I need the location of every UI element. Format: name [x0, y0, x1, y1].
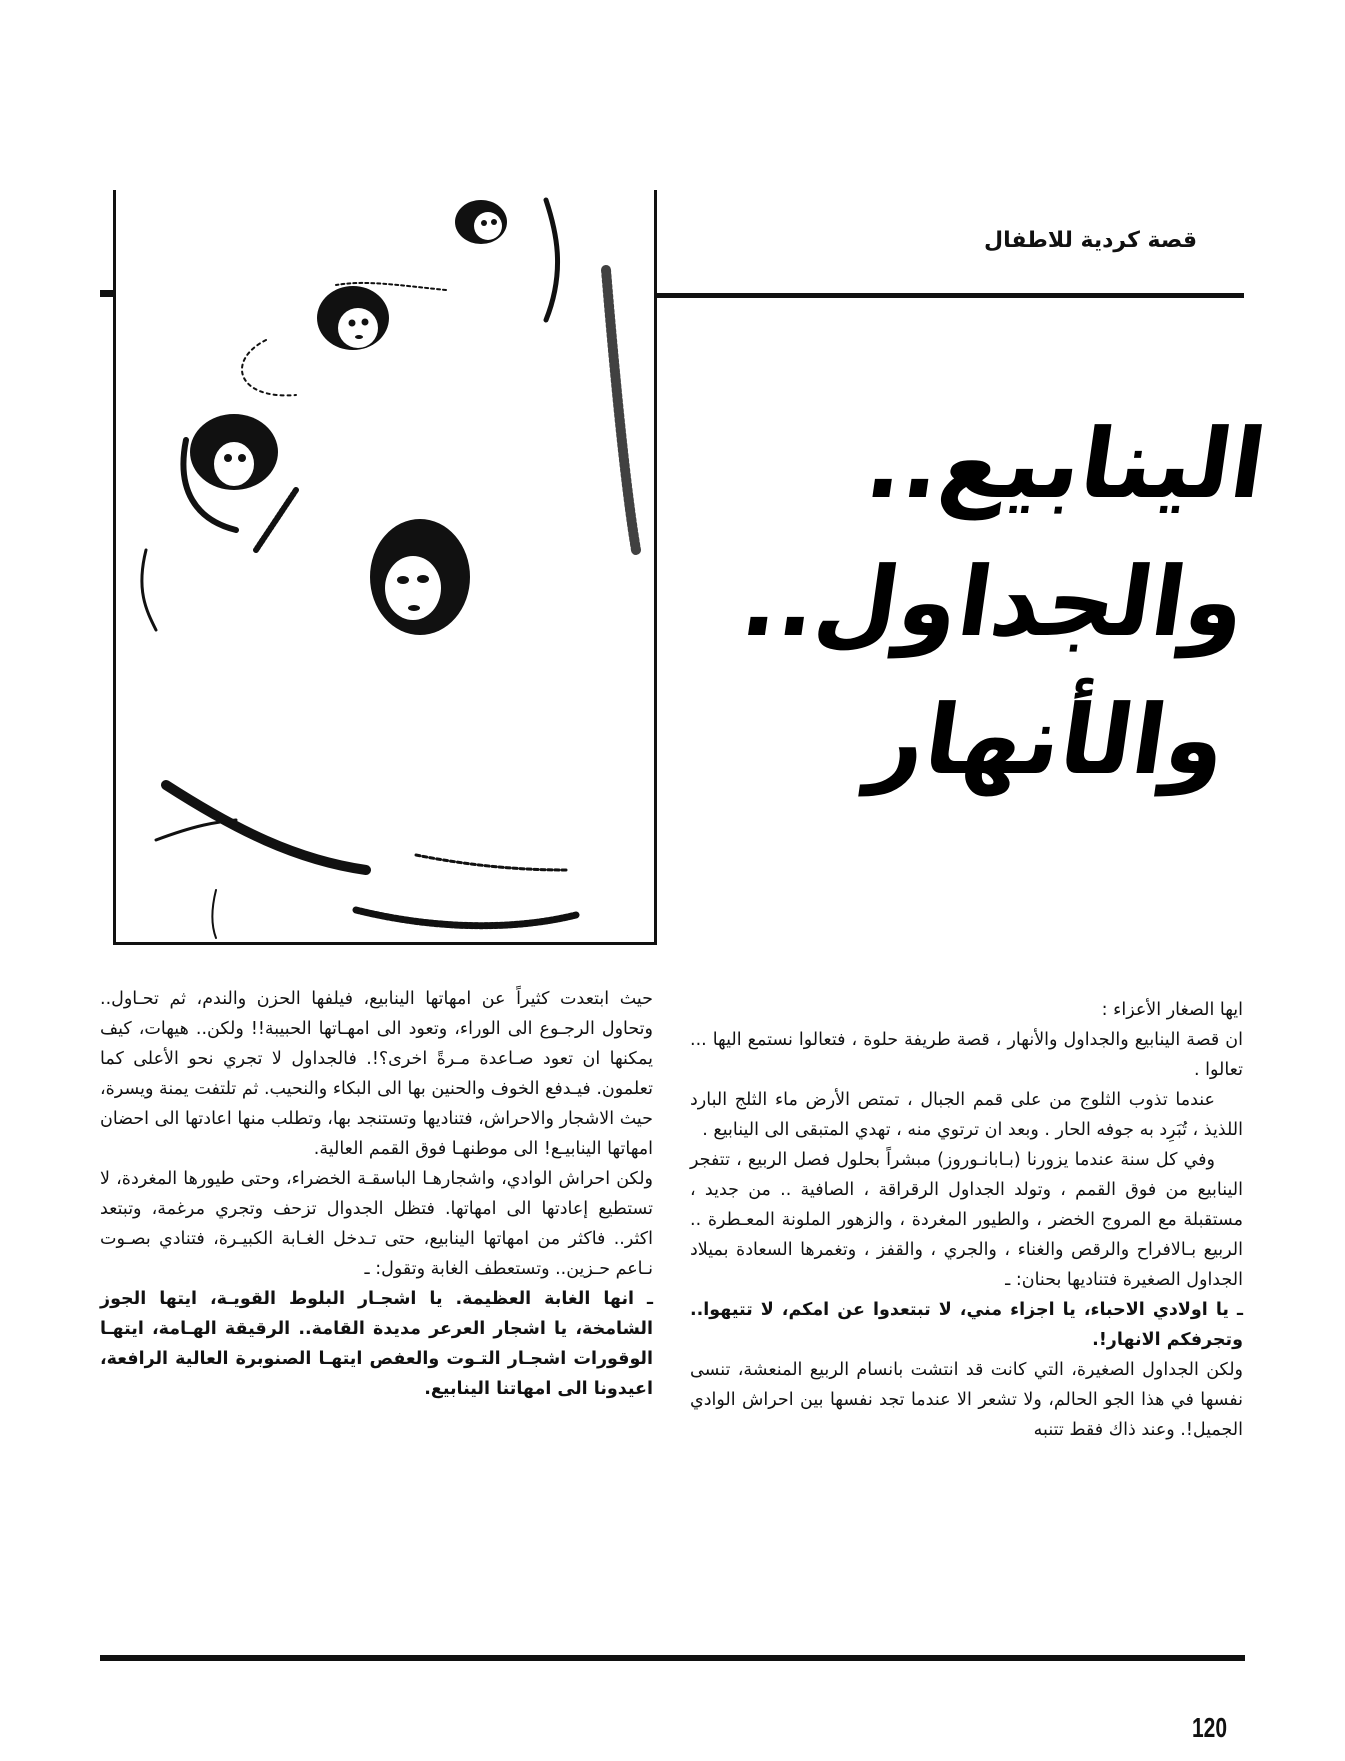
paragraph: ولكن احراش الوادي، واشجارهـا الباسقـة الخضراء، وحتى طيورها المغردة، لا تستطيع إعادتها الى امهاتها. فتظل الجدوال تزحف وتجري مرغمة، وتبتعد اكثر.. فاكثر من امهاتها الينابيع، حتى تـدخل الغـابة الكبيـرة، فتنادي بصـوت نـاعم حـزين.. وتستعطف الغابة وتقول: ـ	[100, 1169, 653, 1279]
wing-stroke	[546, 200, 558, 320]
cherub-face-1	[455, 200, 507, 244]
cherub-face-3	[190, 414, 278, 490]
drapery-stroke	[142, 550, 156, 630]
title-line-3: والأنهار	[862, 684, 1234, 796]
title-line-1: الينابيع..	[859, 408, 1273, 520]
drapery-stroke	[356, 910, 576, 926]
cherub-face-2	[317, 286, 389, 350]
paragraph: عندما تذوب الثلوج من على قمم الجبال ، تمتص الأرض ماء الثلج البارد اللذيذ ، تُبَرِد به جوفه الحار . وبعد ان ترتوي منه ، تهدي المتبقى الى الينابيع .	[690, 1090, 1243, 1140]
quote-paragraph: ـ يا اولادي الاحباء، يا اجزاء مني، لا تبتعدوا عن امكم، لا تتيهوا.. وتجرفكم الانهار!.	[690, 1300, 1243, 1350]
hatching-stroke	[606, 270, 636, 550]
header-rule	[654, 293, 1244, 298]
drapery-stroke	[416, 855, 566, 870]
footer-rule	[100, 1655, 1245, 1661]
title-line-2: والجداول..	[735, 546, 1253, 658]
story-illustration	[113, 190, 657, 945]
text-column-left	[100, 984, 653, 1404]
drapery-stroke	[242, 340, 296, 395]
paragraph: وفي كل سنة عندما يزورنا (بـابانـوروز) مبشراً بحلول فصل الربيع ، تتفجر الينابيع من فوق القمم ، وتولد الجداول الرقراقة ، الصافية .. من جديد ، مستقبلة مع المروج الخضر ، والطيور المغردة ، والزهور الملونة المعـطرة .. الربيع بـالافراح والرقص والغناء ، والجري ، والقفز ، وتغمرها السعادة بميلاد الجداول الصغيرة فتناديها بحنان: ـ	[690, 1150, 1243, 1290]
cherub-face-4	[370, 519, 470, 635]
paragraph: ايها الصغار الأعزاء :	[1101, 1000, 1243, 1020]
story-title	[670, 395, 1273, 835]
section-label: قصة كردية للاطفال	[984, 228, 1197, 253]
paragraph: حيث ابتعدت كثيراً عن امهاتها الينابيع، فيلفها الحزن والندم، ثم تحـاول.. وتحاول الرجـوع الى الوراء، وتعود الى امهـاتها الحبيبة!! ولكن.. هيهات، كيف يمكنها ان تعود صـاعدة مـرةً اخرى؟!. فالجداول لا تجري نحو الأعلى كما تعلمون. فيـدفع الخوف والحنين بها الى البكاء والنحيب. ثم تلتفت يمنة ويسرة، حيث الاشجار والاحراش، فتناديها وتستنجد بها، وتطلب منها اعادتها الى احضان امهاتها الينابيـع! الى موطنهـا فوق القمم العالية.	[100, 989, 653, 1159]
drapery-stroke	[212, 890, 216, 938]
paragraph: ولكن الجداول الصغيرة، التي كانت قد انتشت بانسام الربيع المنعشة، تنسى نفسها في هذا الجو الحالم، ولا تشعر الا عندما تجد نفسها بين احراش الوادي الجميل!. وعند ذاك فقط تتنبه	[690, 1360, 1243, 1440]
cherubs-drawing	[116, 190, 654, 942]
quote-paragraph: ـ انها الغابة العظيمة. يا اشجـار البلوط القويـة، ايتها الجوز الشامخة، يا اشجار العرعر مديدة القامة.. الرقيقة الهـامة، ايتهـا الوقورات اشجـار التـوت والعفص ايتهـا الصنوبرة العالية الرافعة، اعيدونا الى امهاتنا الينابيع.	[100, 1289, 653, 1399]
frame-tick-mark	[100, 290, 114, 297]
wing-stroke	[256, 490, 296, 550]
text-column-right	[690, 995, 1243, 1445]
page-number: 120	[1192, 1712, 1228, 1743]
paragraph: ان قصة الينابيع والجداول والأنهار ، قصة طريفة حلوة ، فتعالوا نستمع اليها ... تعالوا .	[690, 1030, 1243, 1080]
